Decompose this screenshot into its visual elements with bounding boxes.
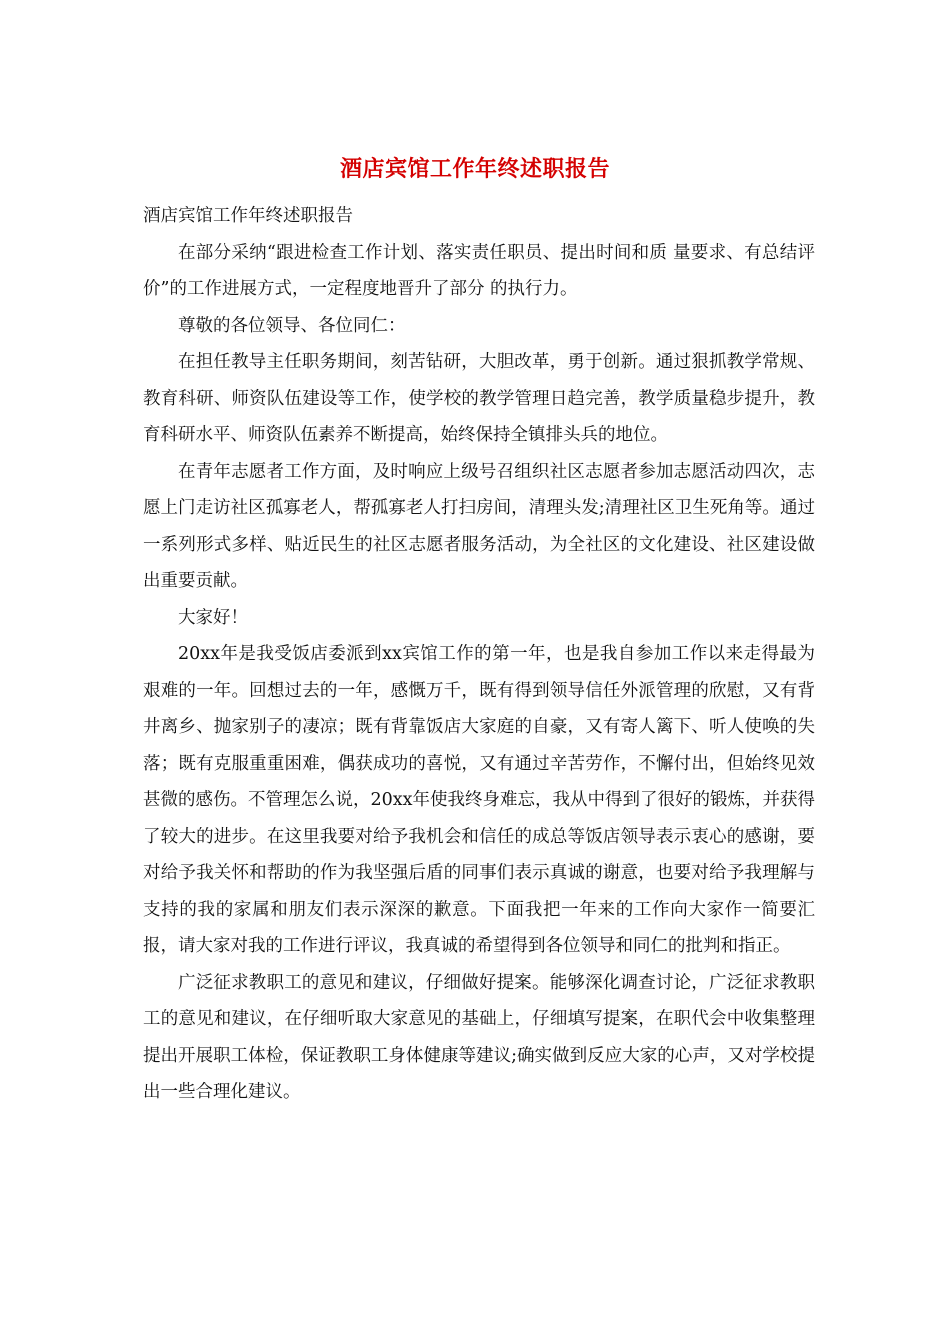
body-paragraph: 20xx年是我受饭店委派到xx宾馆工作的第一年，也是我自参加工作以来走得最为艰难的一年。回想过去的一年，感慨万千，既有得到领导信任外派管理的欣慰，又有背井离乡、抛家别子的凄凉；既有背靠饭店大家庭的自豪，又有寄人篱下、听人使唤的失落；既有克服重重困难，偶获成功的喜悦，又有通过辛苦劳作，不懈付出，但始终见效甚微的感伤。不管理怎么说，20xx年使我终身难忘，我从中得到了很好的锻炼，并获得了较大的进步。在这里我要对给予我机会和信任的成总等饭店领导表示衷心的感谢，要对给予我关怀和帮助的作为我坚强后盾的同事们表示真诚的谢意，也要对给予我理解与支持的我的家属和朋友们表示深深的歉意。下面我把一年来的工作向大家作一简要汇报，请大家对我的工作进行评议，我真诚的希望得到各位领导和同仁的批判和指正。 — [143, 644, 816, 956]
greeting-paragraph: 尊敬的各位领导、各位同仁： — [178, 315, 406, 336]
greeting-paragraph: 大家好！ — [178, 607, 248, 628]
document-title: 酒店宾馆工作年终述职报告 — [339, 156, 610, 182]
body-paragraph: 在部分采纳“跟进检查工作计划、落实责任职员、提出时间和质 量要求、有总结评价”的工作进展方式，一定程度地晋升了部分 的执行力。 — [143, 242, 815, 299]
body-paragraph: 在担任教导主任职务期间，刻苦钻研，大胆改革，勇于创新。通过狠抓教学常规、教育科研、师资队伍建设等工作，使学校的教学管理日趋完善，教学质量稳步提升，教育科研水平、师资队伍素养不断提高，始终保持全镇排头兵的地位。 — [143, 352, 815, 445]
body-paragraph: 广泛征求教职工的意见和建议，仔细做好提案。能够深化调查讨论，广泛征求教职工的意见和建议，在仔细听取大家意见的基础上，仔细填写提案，在职代会中收集整理提出开展职工体检，保证教职工身体健康等建议;确实做到反应大家的心声，又对学校提出一些合理化建议。 — [143, 972, 815, 1102]
subtitle-paragraph: 酒店宾馆工作年终述职报告 — [143, 206, 353, 226]
document-body — [143, 198, 815, 1111]
body-paragraph: 在青年志愿者工作方面，及时响应上级号召组织社区志愿者参加志愿活动四次，志愿上门走访社区孤寡老人，帮孤寡老人打扫房间，清理头发;清理社区卫生死角等。通过一系列形式多样、贴近民生的社区志愿者服务活动，为全社区的文化建设、社区建设做出重要贡献。 — [143, 461, 815, 591]
